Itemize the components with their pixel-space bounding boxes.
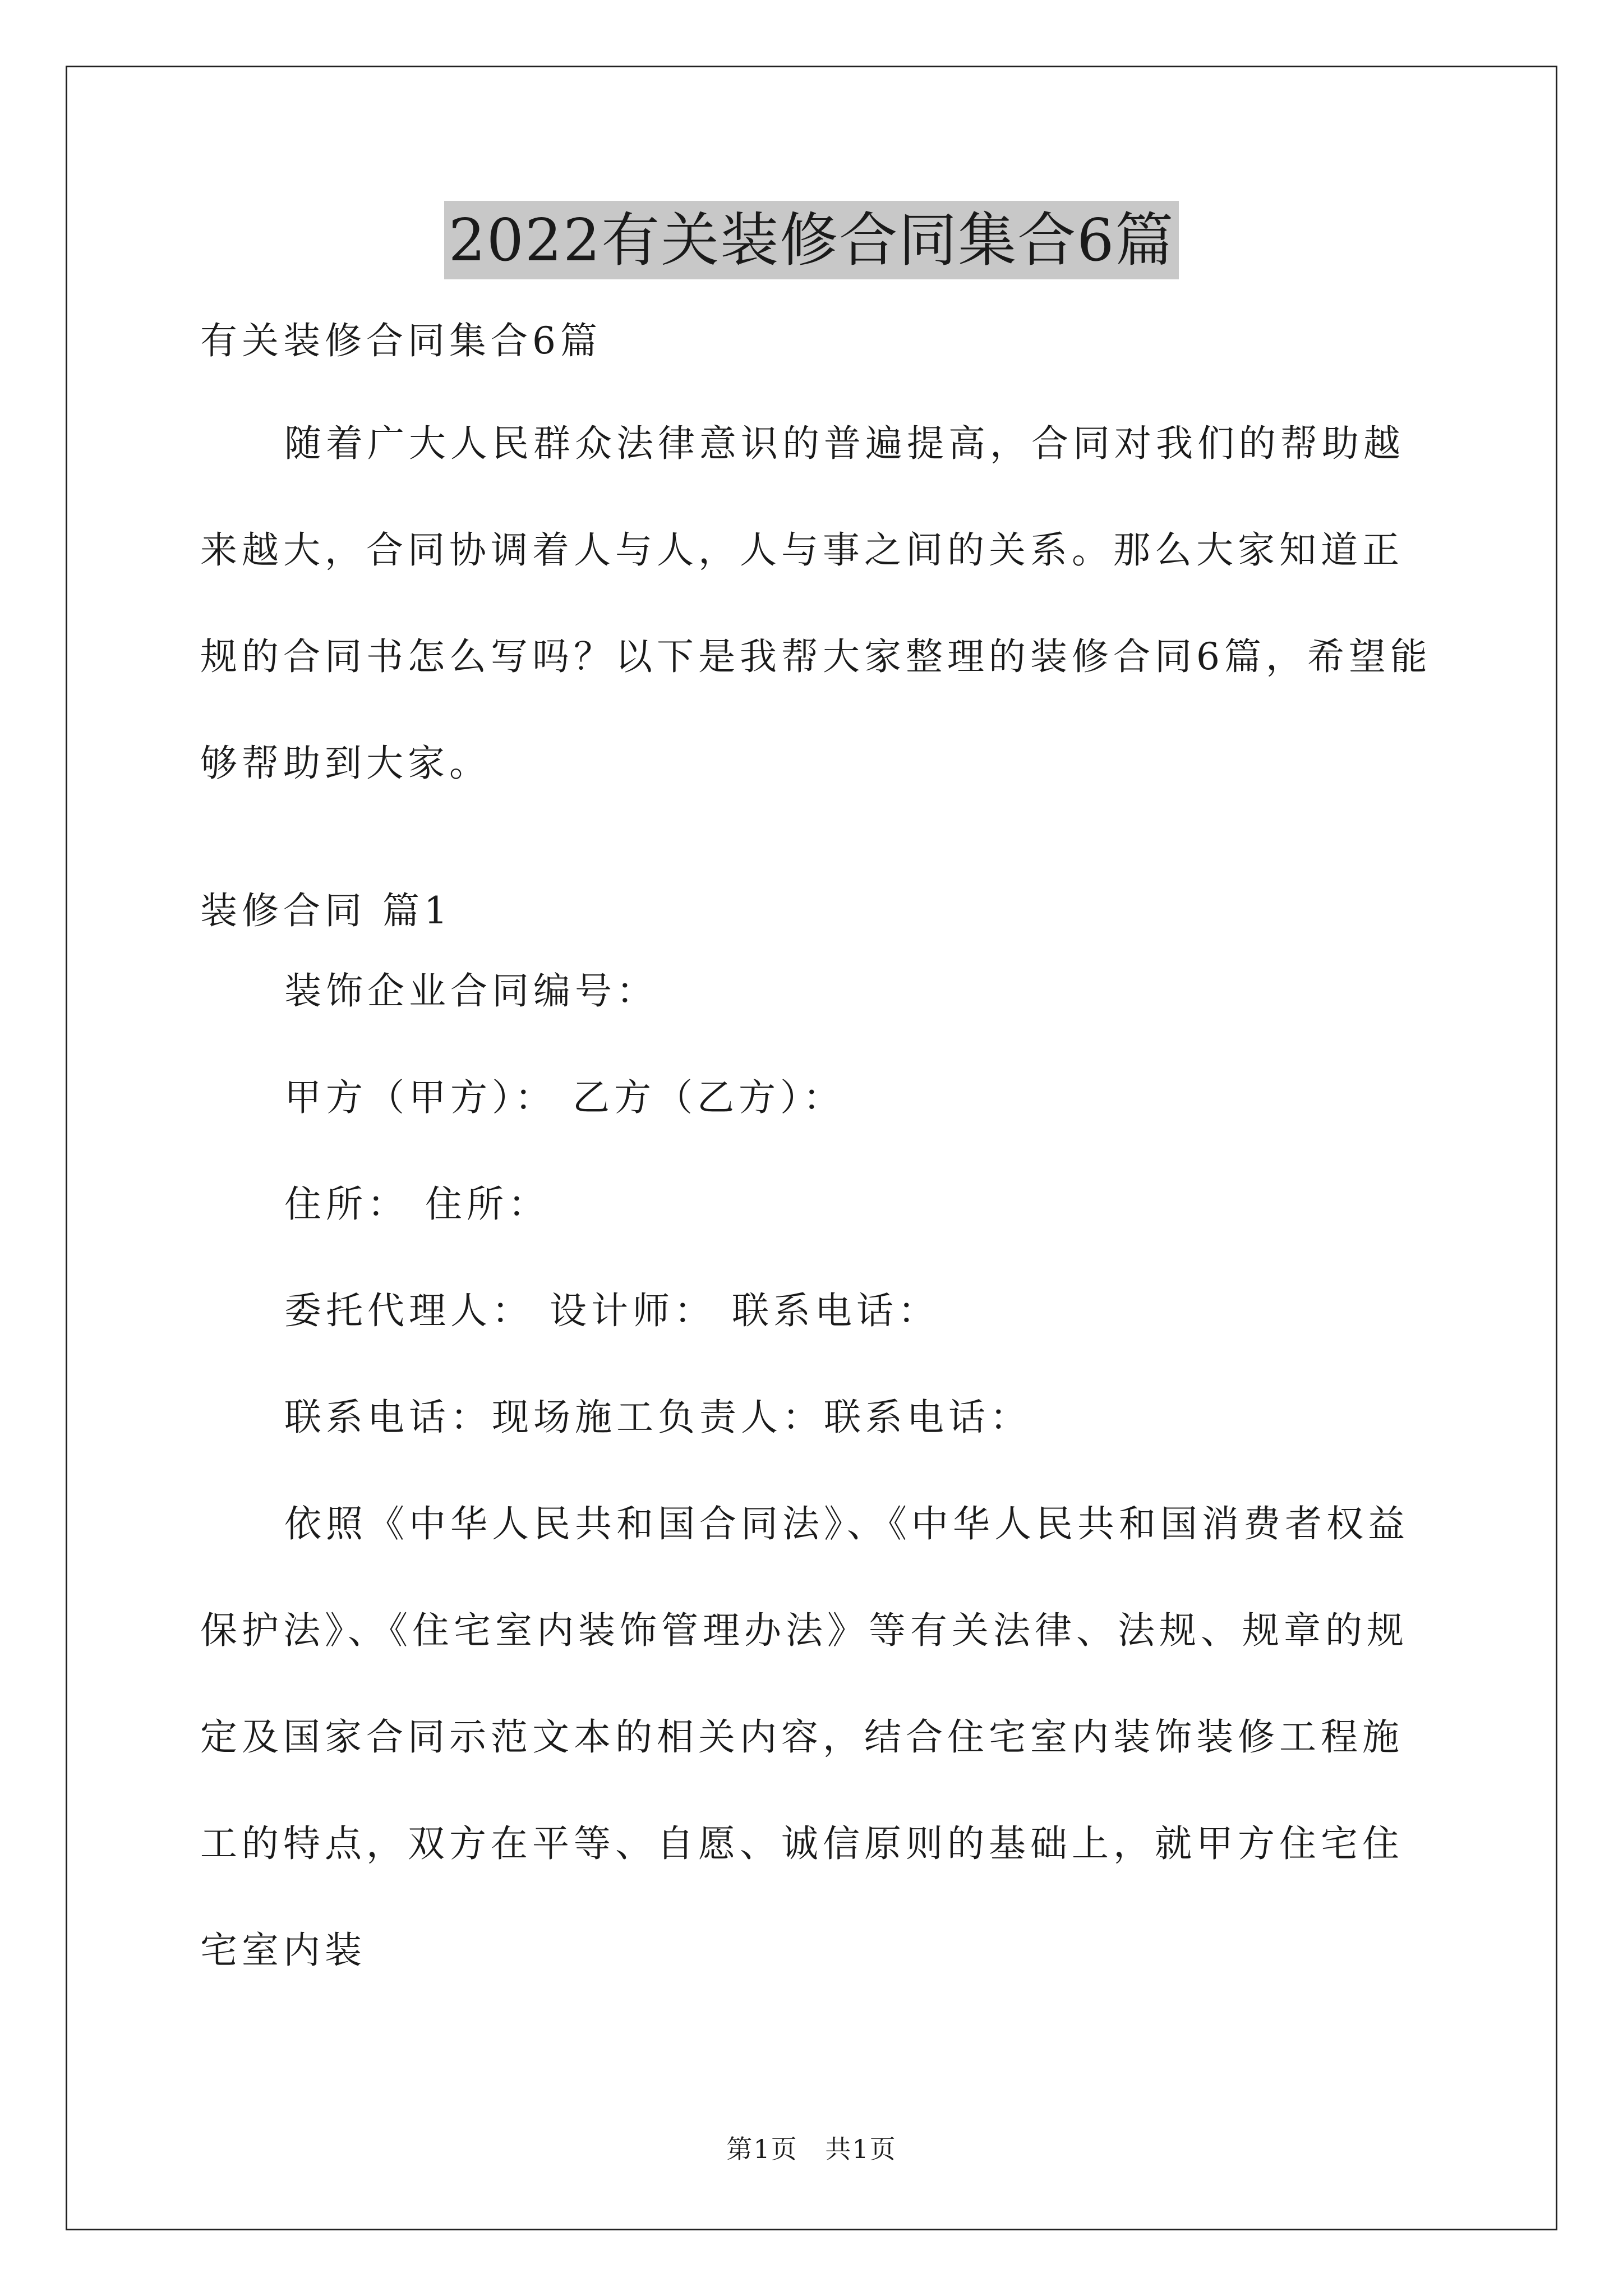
agent-field: 委托代理人： 设计师： 联系电话： xyxy=(284,1289,939,1332)
body-paragraph: 依照《中华人民共和国合同法》、《中华人民共和国消费者权益保护法》、《住宅室内装饰管理办法》等有关法律、法规、规章的规定及国家合同示范文本的相关内容，结合住宅室内装饰装修工程施工的特点，双方在平等、自愿、诚信原则的基础上，就甲方住宅住宅室内装 xyxy=(200,1502,1409,1972)
title-container xyxy=(0,201,1623,279)
page-number: 第1页 xyxy=(726,2134,798,2164)
address-field: 住所： 住所： xyxy=(284,1182,550,1226)
page-total: 共1页 xyxy=(825,2134,897,2164)
document-subtitle: 有关装修合同集合6篇 xyxy=(200,319,602,362)
contract-number-field: 装饰企业合同编号： xyxy=(284,969,658,1013)
party-field: 甲方（甲方）： 乙方（乙方）： xyxy=(284,1076,845,1119)
page-footer xyxy=(0,2129,1623,2166)
document-title: 2022有关装修合同集合6篇 xyxy=(444,201,1179,279)
intro-paragraph: 随着广大人民群众法律意识的普遍提高，合同对我们的帮助越来越大，合同协调着人与人，人与事之间的关系。那么大家知道正规的合同书怎么写吗？以下是我帮大家整理的装修合同6篇，希望能够帮助到大家。 xyxy=(200,422,1432,785)
contact-field: 联系电话：现场施工负责人：联系电话： xyxy=(284,1396,1031,1439)
document-body xyxy=(200,314,1434,2058)
section-heading: 装修合同 篇1 xyxy=(200,889,452,932)
